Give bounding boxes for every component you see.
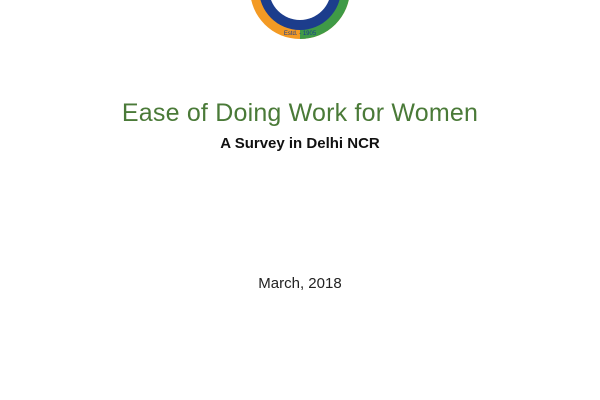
chamber-seal-icon xyxy=(249,0,351,40)
logo-right-text: ENT xyxy=(332,29,346,36)
logo-top-text: CHAMBER xyxy=(280,0,320,8)
logo-left-text: PR xyxy=(258,29,268,36)
document-subtitle: A Survey in Delhi NCR xyxy=(220,135,380,152)
logo-established-text: Estd. - 1905 xyxy=(283,31,317,37)
document-title: Ease of Doing Work for Women xyxy=(121,99,479,127)
document-date: March, 2018 xyxy=(258,275,342,292)
chamber-logo xyxy=(249,0,351,40)
